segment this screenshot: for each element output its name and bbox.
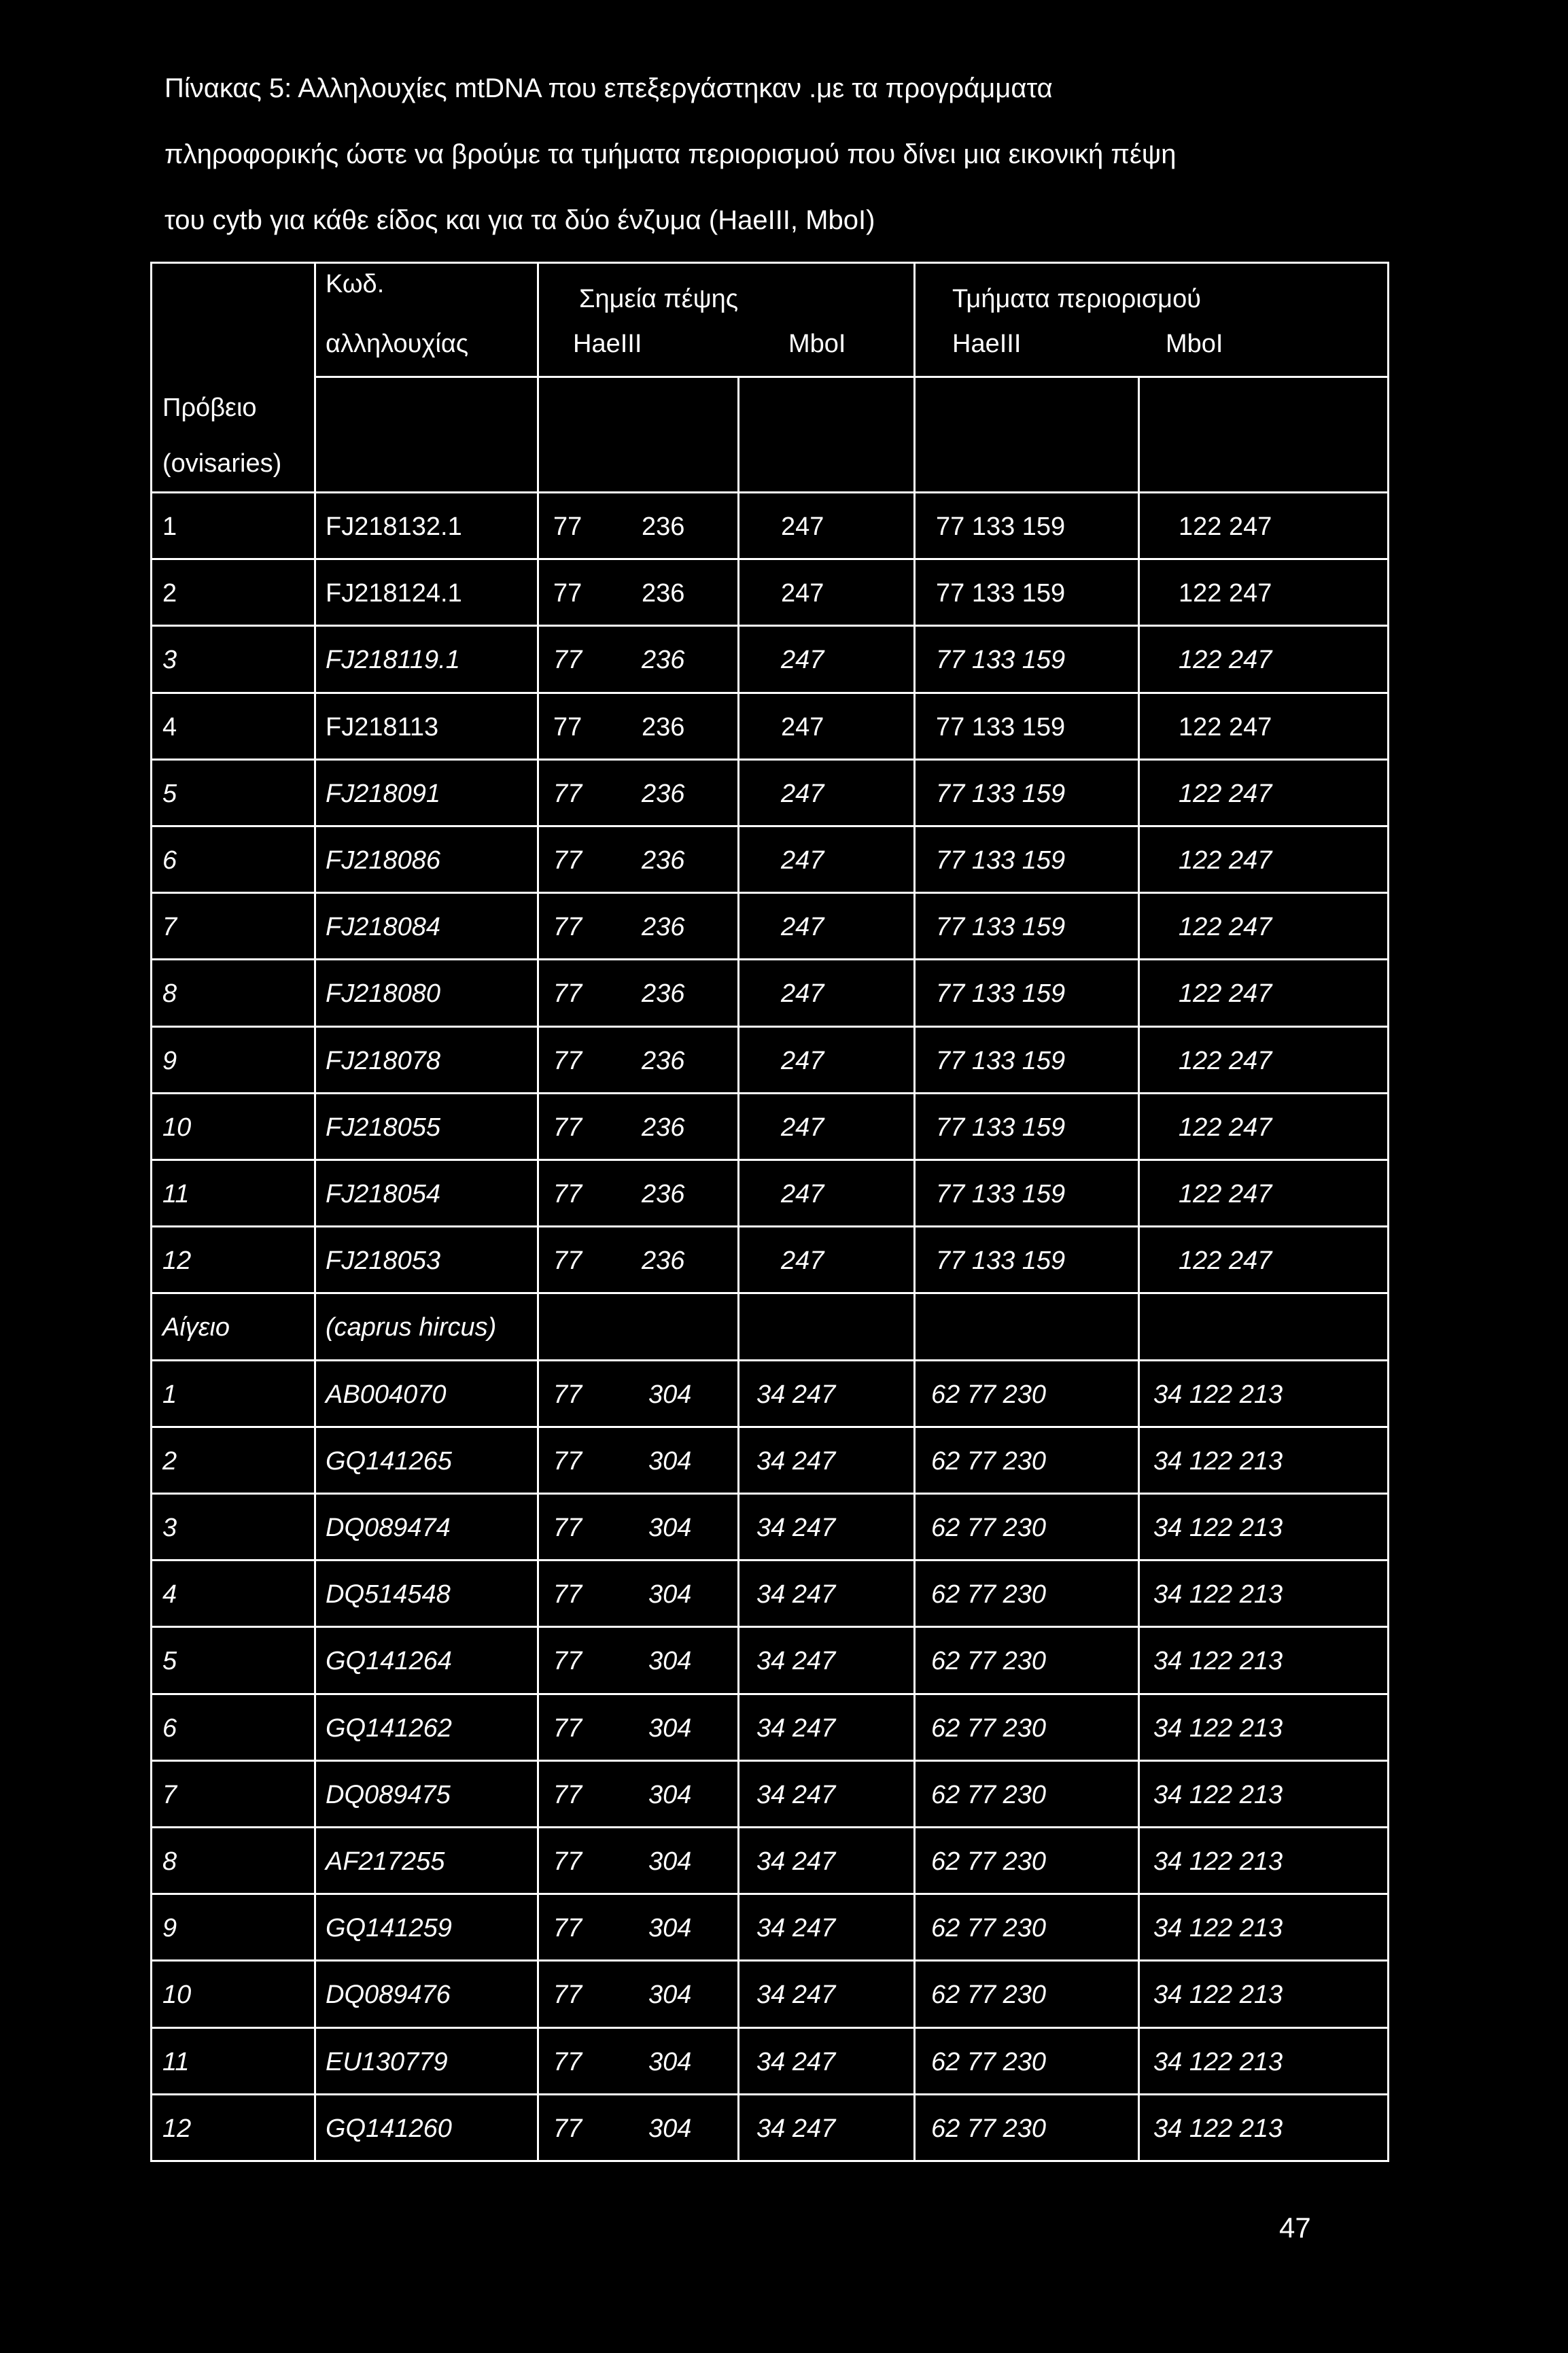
fragments-haeiii: 77 133 159	[936, 913, 1066, 942]
row-number: 4	[162, 1580, 177, 1609]
table-border-left	[150, 262, 152, 2162]
header-sites-haeiii: HaeIII	[573, 330, 642, 358]
table-border-right	[1387, 262, 1389, 2162]
fragments-haeiii: 77 133 159	[936, 1180, 1066, 1208]
group-label-goat-latin: (caprus hircus)	[326, 1313, 497, 1342]
header-fragments-haeiii: HaeIII	[952, 330, 1022, 358]
site-mboi: 247	[781, 913, 824, 942]
accession-code: FJ218084	[326, 913, 441, 942]
site-mboi: 247	[781, 1113, 824, 1142]
row-number: 3	[162, 1514, 177, 1542]
fragments-haeiii: 77 133 159	[936, 1113, 1066, 1142]
row-number: 1	[162, 1380, 177, 1409]
row-number: 9	[162, 1046, 177, 1075]
site-haeiii: 77	[553, 2047, 582, 2076]
site-haeiii: 77	[553, 979, 582, 1009]
row-number: 10	[162, 1981, 192, 2010]
fragments-haeiii: 77 133 159	[936, 646, 1066, 675]
row-number: 2	[162, 579, 177, 608]
fragments-haeiii: 62 77 230	[931, 2047, 1047, 2076]
fragments-haeiii: 77 133 159	[936, 712, 1066, 742]
table-rule	[150, 1826, 1389, 1828]
table-rule	[150, 1693, 1389, 1695]
site-mboi: 247	[781, 1046, 824, 1075]
accession-code: FJ218132.1	[326, 512, 462, 541]
fragments-haeiii: 77 133 159	[936, 846, 1066, 875]
site-mboi: 247	[781, 579, 824, 608]
table-rule	[150, 1959, 1389, 1962]
fragments-haeiii: 62 77 230	[931, 1981, 1047, 2010]
fragments-mboi: 122 247	[1179, 646, 1272, 675]
accession-code: FJ218054	[326, 1180, 441, 1208]
table-rule	[150, 958, 1389, 960]
site-haeiii: 304	[648, 1713, 692, 1743]
accession-code: FJ218091	[326, 779, 441, 808]
fragments-mboi: 34 122 213	[1153, 2047, 1283, 2076]
fragments-haeiii: 77 133 159	[936, 1046, 1066, 1075]
site-haeiii: 77	[553, 913, 582, 942]
table-col-rule	[1138, 376, 1140, 2162]
site-haeiii: 77	[553, 1914, 582, 1943]
site-haeiii: 304	[648, 2114, 692, 2143]
fragments-mboi: 122 247	[1179, 1046, 1272, 1075]
accession-code: GQ141260	[326, 2114, 452, 2143]
header-fragments-mboi: MboI	[1166, 330, 1223, 358]
fragments-mboi: 34 122 213	[1153, 1446, 1283, 1476]
site-haeiii: 236	[642, 579, 685, 608]
row-number: 5	[162, 1647, 177, 1676]
fragments-mboi: 34 122 213	[1153, 1713, 1283, 1743]
site-haeiii: 304	[648, 2047, 692, 2076]
row-number: 4	[162, 712, 177, 742]
site-haeiii: 77	[553, 1247, 582, 1276]
accession-code: FJ218119.1	[326, 646, 460, 675]
site-mboi: 247	[781, 846, 824, 875]
group-label-goat: Αίγειο	[162, 1313, 230, 1342]
table-rule	[150, 1359, 1389, 1361]
fragments-mboi: 122 247	[1179, 1113, 1272, 1142]
site-haeiii: 304	[648, 1647, 692, 1676]
site-mboi: 247	[781, 646, 824, 675]
row-number: 8	[162, 979, 177, 1009]
site-haeiii: 236	[642, 1247, 685, 1276]
site-mboi: 34 247	[756, 2047, 836, 2076]
fragments-haeiii: 62 77 230	[931, 1514, 1047, 1542]
site-mboi: 34 247	[756, 1647, 836, 1676]
accession-code: FJ218055	[326, 1113, 441, 1142]
site-haeiii: 236	[642, 779, 685, 808]
accession-code: FJ218053	[326, 1247, 441, 1276]
fragments-haeiii: 62 77 230	[931, 1713, 1047, 1743]
accession-code: FJ218078	[326, 1046, 441, 1075]
site-haeiii: 304	[648, 1380, 692, 1409]
site-haeiii: 77	[553, 1380, 582, 1409]
site-haeiii: 77	[553, 512, 582, 541]
table-rule	[150, 692, 1389, 694]
header-code-line-1: Κωδ.	[326, 270, 385, 298]
fragments-mboi: 122 247	[1179, 979, 1272, 1009]
table-rule	[150, 892, 1389, 894]
fragments-haeiii: 62 77 230	[931, 1446, 1047, 1476]
table-rule	[150, 1760, 1389, 1762]
row-number: 7	[162, 1780, 177, 1809]
site-haeiii: 304	[648, 1981, 692, 2010]
table-rule	[150, 625, 1389, 627]
table-rule	[150, 759, 1389, 761]
accession-code: FJ218086	[326, 846, 441, 875]
site-mboi: 34 247	[756, 1380, 836, 1409]
site-mboi: 34 247	[756, 1914, 836, 1943]
table-col-rule	[913, 262, 916, 2162]
site-haeiii: 77	[553, 1446, 582, 1476]
site-haeiii: 304	[648, 1514, 692, 1542]
table-rule	[150, 1559, 1389, 1561]
table-rule	[150, 1026, 1389, 1028]
fragments-mboi: 122 247	[1179, 512, 1272, 541]
table-rule	[150, 491, 1389, 493]
accession-code: DQ514548	[326, 1580, 451, 1609]
fragments-haeiii: 62 77 230	[931, 1780, 1047, 1809]
site-haeiii: 77	[553, 712, 582, 742]
fragments-mboi: 34 122 213	[1153, 1647, 1283, 1676]
accession-code: FJ218124.1	[326, 579, 462, 608]
site-haeiii: 236	[642, 1113, 685, 1142]
fragments-mboi: 122 247	[1179, 779, 1272, 808]
header-sites-mboi: MboI	[788, 330, 846, 358]
mtdna-restriction-table	[150, 262, 1387, 2165]
site-haeiii: 304	[648, 1580, 692, 1609]
group-label-sheep: Πρόβειο	[162, 394, 257, 422]
table-rule	[150, 1626, 1389, 1628]
site-mboi: 34 247	[756, 1780, 836, 1809]
site-mboi: 247	[781, 1247, 824, 1276]
header-digestion-sites: Σημεία πέψης	[579, 285, 739, 313]
fragments-haeiii: 77 133 159	[936, 512, 1066, 541]
fragments-mboi: 34 122 213	[1153, 1380, 1283, 1409]
site-mboi: 34 247	[756, 1981, 836, 2010]
site-haeiii: 304	[648, 1847, 692, 1876]
accession-code: FJ218113	[326, 712, 439, 742]
fragments-haeiii: 62 77 230	[931, 2114, 1047, 2143]
fragments-haeiii: 62 77 230	[931, 1647, 1047, 1676]
row-number: 10	[162, 1113, 192, 1142]
table-rule	[150, 558, 1389, 560]
site-haeiii: 77	[553, 579, 582, 608]
table-rule	[150, 825, 1389, 827]
row-number: 12	[162, 2114, 192, 2143]
site-haeiii: 77	[553, 1046, 582, 1075]
site-mboi: 247	[781, 979, 824, 1009]
accession-code: GQ141265	[326, 1446, 452, 1476]
caption-line-3: του cytb για κάθε είδος και για τα δύο ένζυμα (HaeIII, MboI)	[164, 205, 875, 235]
site-haeiii: 236	[642, 512, 685, 541]
fragments-haeiii: 77 133 159	[936, 979, 1066, 1009]
fragments-haeiii: 62 77 230	[931, 1580, 1047, 1609]
site-haeiii: 77	[553, 1580, 582, 1609]
fragments-mboi: 122 247	[1179, 712, 1272, 742]
accession-code: EU130779	[326, 2047, 448, 2076]
site-mboi: 34 247	[756, 1446, 836, 1476]
table-rule	[150, 1159, 1389, 1161]
site-haeiii: 304	[648, 1446, 692, 1476]
fragments-mboi: 122 247	[1179, 1247, 1272, 1276]
fragments-mboi: 34 122 213	[1153, 1780, 1283, 1809]
site-haeiii: 77	[553, 646, 582, 675]
fragments-haeiii: 77 133 159	[936, 1247, 1066, 1276]
site-haeiii: 236	[642, 913, 685, 942]
site-mboi: 247	[781, 512, 824, 541]
accession-code: AF217255	[326, 1847, 445, 1876]
site-haeiii: 236	[642, 1180, 685, 1208]
fragments-mboi: 122 247	[1179, 579, 1272, 608]
accession-code: DQ089475	[326, 1780, 451, 1809]
fragments-mboi: 34 122 213	[1153, 1981, 1283, 2010]
fragments-haeiii: 77 133 159	[936, 579, 1066, 608]
site-mboi: 247	[781, 1180, 824, 1208]
accession-code: AB004070	[326, 1380, 447, 1409]
site-haeiii: 236	[642, 846, 685, 875]
site-haeiii: 77	[553, 1514, 582, 1542]
fragments-haeiii: 62 77 230	[931, 1380, 1047, 1409]
fragments-mboi: 34 122 213	[1153, 2114, 1283, 2143]
fragments-haeiii: 62 77 230	[931, 1847, 1047, 1876]
caption-line-2: πληροφορικής ώστε να βρούμε τα τμήματα περιορισμού που δίνει μια εικονική πέψη	[164, 139, 1177, 169]
site-haeiii: 77	[553, 846, 582, 875]
site-haeiii: 236	[642, 979, 685, 1009]
fragments-mboi: 34 122 213	[1153, 1847, 1283, 1876]
site-haeiii: 304	[648, 1914, 692, 1943]
row-number: 3	[162, 646, 177, 675]
row-number: 12	[162, 1247, 192, 1276]
site-haeiii: 77	[553, 1847, 582, 1876]
header-code-line-2: αλληλουχίας	[326, 330, 469, 358]
fragments-haeiii: 62 77 230	[931, 1914, 1047, 1943]
fragments-mboi: 122 247	[1179, 913, 1272, 942]
row-number: 8	[162, 1847, 177, 1876]
accession-code: GQ141259	[326, 1914, 452, 1943]
row-number: 1	[162, 512, 177, 541]
site-haeiii: 77	[553, 1981, 582, 2010]
group-label-sheep-latin: (ovisaries)	[162, 449, 282, 478]
accession-code: DQ089476	[326, 1981, 451, 2010]
site-haeiii: 236	[642, 646, 685, 675]
site-haeiii: 304	[648, 1780, 692, 1809]
site-mboi: 34 247	[756, 2114, 836, 2143]
row-number: 6	[162, 846, 177, 875]
site-haeiii: 77	[553, 1780, 582, 1809]
page-number: 47	[1279, 2212, 1311, 2244]
table-rule-header	[314, 376, 1389, 378]
table-rule	[150, 2160, 1389, 2162]
row-number: 11	[162, 2047, 190, 2076]
site-mboi: 34 247	[756, 1847, 836, 1876]
row-number: 9	[162, 1914, 177, 1943]
site-haeiii: 236	[642, 1046, 685, 1075]
accession-code: GQ141264	[326, 1647, 452, 1676]
site-haeiii: 236	[642, 712, 685, 742]
table-rule	[150, 2027, 1389, 2029]
table-rule	[150, 1292, 1389, 1294]
row-number: 5	[162, 779, 177, 808]
site-haeiii: 77	[553, 1113, 582, 1142]
row-number: 2	[162, 1446, 177, 1476]
site-haeiii: 77	[553, 1180, 582, 1208]
table-rule	[150, 1893, 1389, 1895]
site-mboi: 34 247	[756, 1580, 836, 1609]
table-col-rule	[537, 262, 539, 2162]
table-rule	[150, 1493, 1389, 1495]
table-col-rule	[737, 376, 739, 2162]
header-restriction-fragments: Τμήματα περιορισμού	[952, 285, 1201, 313]
table-rule	[150, 1225, 1389, 1227]
fragments-mboi: 122 247	[1179, 846, 1272, 875]
table-rule	[150, 1426, 1389, 1428]
table-rule	[150, 1092, 1389, 1094]
fragments-mboi: 34 122 213	[1153, 1914, 1283, 1943]
site-mboi: 247	[781, 779, 824, 808]
site-mboi: 34 247	[756, 1514, 836, 1542]
table-col-rule	[314, 262, 316, 2162]
site-mboi: 247	[781, 712, 824, 742]
row-number: 7	[162, 913, 177, 942]
accession-code: GQ141262	[326, 1713, 452, 1743]
site-mboi: 34 247	[756, 1713, 836, 1743]
table-border-top	[150, 262, 1389, 264]
site-haeiii: 77	[553, 1713, 582, 1743]
fragments-mboi: 34 122 213	[1153, 1514, 1283, 1542]
fragments-haeiii: 77 133 159	[936, 779, 1066, 808]
row-number: 11	[162, 1180, 190, 1208]
site-haeiii: 77	[553, 1647, 582, 1676]
row-number: 6	[162, 1713, 177, 1743]
fragments-mboi: 122 247	[1179, 1180, 1272, 1208]
table-rule	[150, 2093, 1389, 2095]
site-haeiii: 77	[553, 779, 582, 808]
caption-line-1: Πίνακας 5: Αλληλουχίες mtDNA που επεξεργάστηκαν .με τα προγράμματα	[164, 73, 1053, 103]
table-caption	[164, 56, 1334, 254]
accession-code: DQ089474	[326, 1514, 451, 1542]
site-haeiii: 77	[553, 2114, 582, 2143]
fragments-mboi: 34 122 213	[1153, 1580, 1283, 1609]
accession-code: FJ218080	[326, 979, 441, 1009]
